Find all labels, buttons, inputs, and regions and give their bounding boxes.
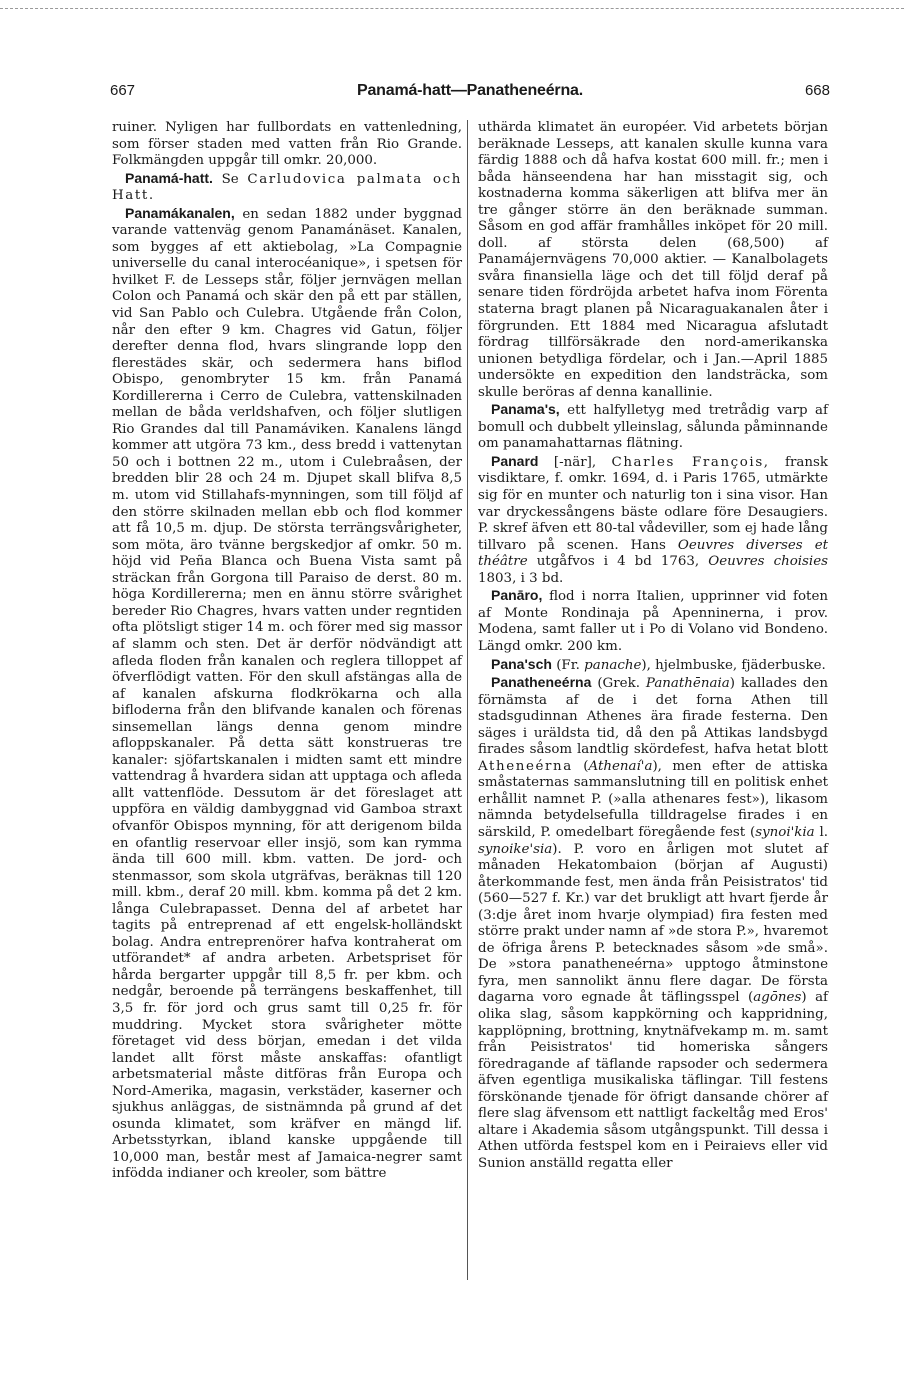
entry-panatheneerna: Panatheneérna (Grek. Panathēnaia) kallades den förnämsta af de i det forna Athen till stadsgudinnan Athenes ära firade festerna. Den säges i uräldsta tid, då den på Attikas landsbygd firades såsom landtlig skördefest, hafva hetat blott Atheneérna (Athenaí'a), men efter de attiska småstaternas sammanslutning till en politisk enhet erhållit namnet P. (»alla athenares fest»), likasom nämnda betydelsefulla tilldragelse firades i en särskild, P. omedelbart föregående fest (synoi'kia l. synoike'sia). P. voro en årligen mot slutet af månaden Hekatombaion (början af Augusti) återkommande fest, men ända från Peisistratos' tid (560—527 f. Kr.) var det brukligt att hvart fjerde år (3:dje året inom hvarje olympiad) fira festen med större prakt under namn af »de stora P.», hvaremot de öfriga årens P. betecknades såsom »de små». De »stora panatheneérna» upptogo åtminstone fyra, men sannolikt ännu flere dagar. De första dagarna voro egnade åt täflingsspel (agōnes) af olika slag, såsom kappkörning och kappridning, kapplöpning, brottning, knytnäfvekamp m. m. samt från Peisistratos' tid homeriska sångers föredragande af täflande rapsoder och sedermera äfven egentliga musikaliska täflingar. Till festens förskönande tjenade för öfrigt dansande chörer af flere slag äfvensom ett nattligt fackeltåg med Eros' altare i Akademia såsom utgångspunkt. Till dessa i Athen utförda festspel kom en i Peiraievs eller vid Sunion anställd regatta eller bbox=[478, 674, 829, 1171]
foreign-word: panache bbox=[584, 657, 642, 673]
page-number-left: 667 bbox=[110, 82, 136, 99]
entry-panard: Panard [-när], Charles François, fransk visdiktare, f. omkr. 1694, d. i Paris 1765, utmärkte sig för en munter och naturlig ton i sina visor. Han var dryckessångens bäste odlare före Desaugiers. P. skref äfven ett 80-tal vådeviller, som ej hade lång tillvaro på scenen. Hans Oeuvres diverses et théâtre utgåfvos i 4 bd 1763, Oeuvres choisies 1803, i 3 bd. bbox=[478, 452, 829, 586]
work-title: Oeuvres choisies bbox=[708, 554, 829, 570]
spaced-name: Atheneérna bbox=[478, 758, 573, 774]
headword: Panama's, bbox=[491, 401, 560, 418]
greek-word: Panathēnaia bbox=[645, 676, 730, 692]
entry-body: en sedan 1882 under byggnad varande vattenväg genom Panamánäset. Kanalen, som bygges af ett aktiebolag, »La Compagnie universelle du canal interocéanique», i spetsen för hvilket F. de Lesseps står, följer jernvägen mellan Colon och Panamá och skär den på ett par ställen, vid San Pablo och Culebra. Utgående från Colon, når den efter 9 km. Chagres vid Gatun, följer derefter denna flod, hvars slingrande lopp den flerestädes skär, och sedermera hans biflod Obispo, genombryter 15 km. från Panamá Kordillererna i Cerro de Culebra, vattenskilnaden mellan de båda verldshafven, och följer slutligen Rio Grandes dal till Panamáviken. Kanalens längd kommer att utgöra 73 km., dess bredd i vattenytan 50 och i bottnen 22 m., utom i Culebraåsen, der bredden blir 28 och 24 m. Djupet skall blifva 8,5 m. utom vid Stillahafs-mynningen, som till följd af den större skilnaden mellan ebb och flod kommer att få 10,5 m. djup. De största terrängsvårigheter, som möta, äro tvänne bergskedjor af omkr. 50 m. höjd vid Peña Blanca och Buena Vista samt på sträckan från Gorgona till Paraiso de derst. 80 m. höga Kordillererna; men en ännu större svårighet bereder Rio Chagres, hvars vatten under regntiden ofta plötsligt stiger 14 m. och förer med sig massor af slamm och sten. Det är derför nödvändigt att afleda floden från kanalen och reglera tilloppet af öfverflödigt vatten. För den skull afstängas alla de af kanalen afskurna flodkrökarna och alla bifloderna från den blifvande kanalen och förenas sinsemellan längs denna genom mindre afloppskanaler. På detta sätt konstrueras tre kanaler: sjöfartskanalen i midten samt ett mindre vattendrag å hvardera sidan att upptaga och afleda allt vattenflöde. Dessutom är det föreslaget att uppföra en väldig dambyggnad vid Gamboa straxt ofvanför Obispos mynning, för att derigenom bilda en ofantlig reservoar eller insjö, som kan rymma ända till 600 mill. kbm. vatten. De jord- och stenmassor, som skola utgräfvas, beräknas till 120 mill. kbm., deraf 20 mill. kbm. komma på det 2 km. långa Culebrapasset. Denna del af arbetet har tagits på entreprenad af ett engelsk-holländskt bolag. Andra entreprenörer hafva kontraherat om utförandet* af andra arbeten. Arbetspriset för hårda bergarter uppgår till 8,5 fr. per kbm. och nedgår, beroende på terrängens beskaffenhet, till 3,5 fr. för jord och grus samt till 0,25 fr. för muddring. Mycket stora svårigheter mötte företaget vid dess början, emedan i det vilda landet allt först måste anskaffas: ofantligt arbetsmaterial måste ditföras från Europa och Nord-Amerika, magasin, verkstäder, kaserner och sjukhus anläggas, de sistnämnda på grund af det osunda klimatet, som kräfver en mängd lif. Arbetsstyrkan, ibland kanske uppgående till 10,000 man, består mest af Jamaica-negrer samt infödda indianer och kreoler, som bättre bbox=[112, 206, 463, 1182]
headword: Panard bbox=[491, 452, 539, 469]
scan-edge-line bbox=[0, 8, 904, 9]
right-column bbox=[478, 120, 828, 1172]
greek-word: Athenaí'a bbox=[588, 758, 653, 774]
greek-word: agōnes bbox=[753, 990, 802, 1006]
column-divider bbox=[467, 120, 468, 1280]
entry-panama-hatt: Panamá-hatt. Se Carludovica palmata och Hatt. bbox=[112, 169, 462, 204]
entry-body: ett halfylletyg med tretrådig varp af bomull och dubbelt ylleinslag, sålunda påminnande om panamahattarnas flätning. bbox=[478, 403, 828, 452]
headword: Panamá-hatt. bbox=[125, 169, 213, 186]
greek-word: synoike'sia bbox=[478, 841, 553, 857]
entry-panaro bbox=[478, 587, 828, 655]
page-number-right: 668 bbox=[804, 82, 830, 99]
entry-body: flod i norra Italien, upprinner vid foten af Monte Rondinaja på Apenninerna, i prov. Modena, samt faller ut i Po di Volano vid Bondeno. Längd omkr. 200 km. bbox=[478, 589, 828, 654]
continuation-paragraph: ruiner. Nyligen har fullbordats en vattenledning, som förser staden med vatten från Rio Grande. Folkmängden uppgår till omkr. 20,000. bbox=[112, 120, 462, 169]
person-name: Charles François, bbox=[611, 454, 770, 470]
entry-panamas bbox=[478, 401, 828, 453]
entry-panamakanalen bbox=[112, 205, 462, 1183]
entry-panasch: Pana'sch (Fr. panache), hjelmbuske, fjäderbuske. bbox=[491, 655, 826, 673]
greek-word: synoi'kia bbox=[755, 824, 815, 840]
running-title: Panamá-hatt—Panatheneérna. bbox=[357, 82, 583, 99]
headword: Panamákanalen, bbox=[125, 204, 235, 221]
headword: Panāro, bbox=[491, 587, 543, 604]
cross-reference: Carludovica palmata och Hatt. bbox=[112, 171, 462, 204]
left-column bbox=[112, 120, 462, 1183]
headword: Panatheneérna bbox=[491, 674, 592, 691]
page-header bbox=[110, 82, 830, 108]
headword: Pana'sch bbox=[491, 655, 552, 672]
continuation-paragraph: uthärda klimatet än européer. Vid arbetets början beräknade Lesseps, att kanalen skulle kunna vara färdig 1888 och då hafva kostat 600 mill. fr.; men i båda hänseendena har han misstagit sig, och kostnaderna komma säkerligen att blifva mer än tre gånger större än den beräknade summan. Såsom en god affär framhålles inköpet för 20 mill. doll. af största delen (68,500) af Panamájernvägens 70,000 aktier. — Kanalbolagets svåra finansiella läge och det till följd deraf på senare tiden fördröjda arbetet hafva inom Förenta staterna bragt planen på Nicaraguakanalen åter i förgrunden. Ett 1884 med Nicaragua afslutadt fördrag tillförsäkrade den nord-amerikanska unionen betydliga fördelar, och i Jan.—April 1885 undersökte en expedition den landsträcka, som skulle beröras af denna kanallinie. bbox=[478, 120, 828, 400]
work-title: Oeuvres diverses et théâtre bbox=[478, 537, 828, 570]
